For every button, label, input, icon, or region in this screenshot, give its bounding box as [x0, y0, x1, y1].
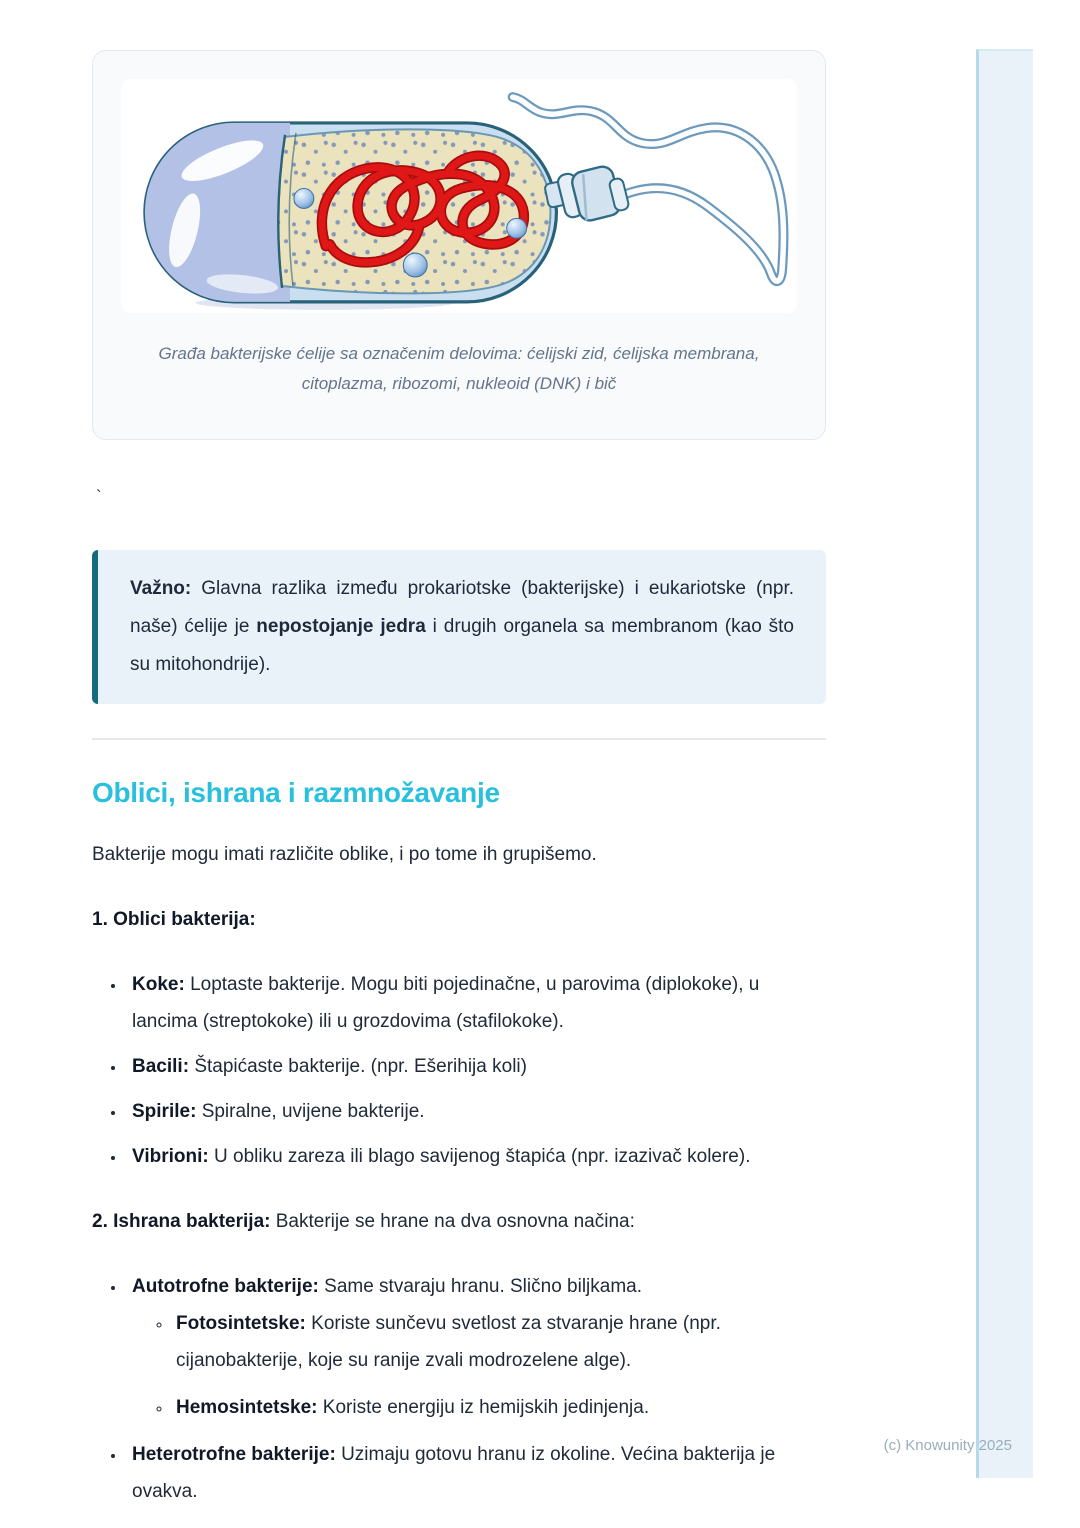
- callout-text: Važno: Glavna razlika između prokariotske (bakterijske) i eukariotske (npr. naše) ćelije je nepostojanje jedra i drugih organela sa membranom (kao što su mitohondrije).: [130, 578, 795, 675]
- list-item-autotrofne: • Autotrofne bakterije: Same stvaraju hranu. Slično biljkama. ◦ Fotosintetske: Koriste sunčevu svetlost za stvaranje hrane (npr. cijanobakterije, koje su ranije zvali modrozelene alge). ◦ Hemosintetske: Koriste energiju iz hemijskih jedinjenja.: [126, 1268, 826, 1426]
- bacterial-cell-illustration: [121, 79, 797, 313]
- list-item-heterotrofne: • Heterotrofne bakterije: Uzimaju gotovu hranu iz okoline. Većina bakterija je ovakva.: [126, 1436, 826, 1510]
- page-edge-strip: [976, 49, 1033, 1478]
- figure-caption: Građa bakterijske ćelije sa označenim delovima: ćelijski zid, ćelijska membrana, citoplazma, ribozomi, nukleoid (DNK) i bič: [158, 344, 760, 393]
- callout-label: Važno:: [130, 578, 192, 599]
- figure-card: [92, 50, 826, 440]
- list-item-spirile: • Spirile: Spiralne, uvijene bakterije.: [126, 1093, 826, 1130]
- copyright-watermark: (c) Knowunity 2025: [883, 1437, 1012, 1454]
- list-item-koke: • Koke: Loptaste bakterije. Mogu biti pojedinačne, u parovima (diplokoke), u lancima (streptokoke) ili u grozdovima (stafilokoke).: [126, 966, 826, 1040]
- list-item-bacili: • Bacili: Štapićaste bakterije. (npr. Ešerihija koli): [126, 1048, 826, 1085]
- subsection1-label: 1. Oblici bakterija:: [92, 909, 256, 930]
- bacteria-shapes-list: [107, 966, 826, 1175]
- list-item-fotosintetske: ◦ Fotosintetske: Koriste sunčevu svetlost za stvaranje hrane (npr. cijanobakterije, koje su ranije zvali modrozelene alge).: [172, 1305, 826, 1379]
- important-callout: [92, 550, 826, 704]
- list-item-hemosintetske: ◦ Hemosintetske: Koriste energiju iz hemijskih jedinjenja.: [172, 1389, 826, 1426]
- stray-backtick: `: [96, 487, 102, 506]
- autotrofne-sublist: [154, 1305, 826, 1426]
- subsection2-label: 2. Ishrana bakterija: Bakterije se hrane na dva osnovna načina:: [92, 1211, 635, 1232]
- section-heading: Oblici, ishrana i razmnožavanje: [92, 777, 500, 808]
- section-divider: [92, 738, 826, 740]
- section-intro: Bakterije mogu imati različite oblike, i po tome ih grupišemo.: [92, 844, 597, 865]
- figure-image: [121, 79, 797, 313]
- document-content: [92, 50, 826, 1518]
- list-item-vibrioni: • Vibrioni: U obliku zareza ili blago savijenog štapića (npr. izazivač kolere).: [126, 1138, 826, 1175]
- bacteria-nutrition-list: [107, 1268, 826, 1510]
